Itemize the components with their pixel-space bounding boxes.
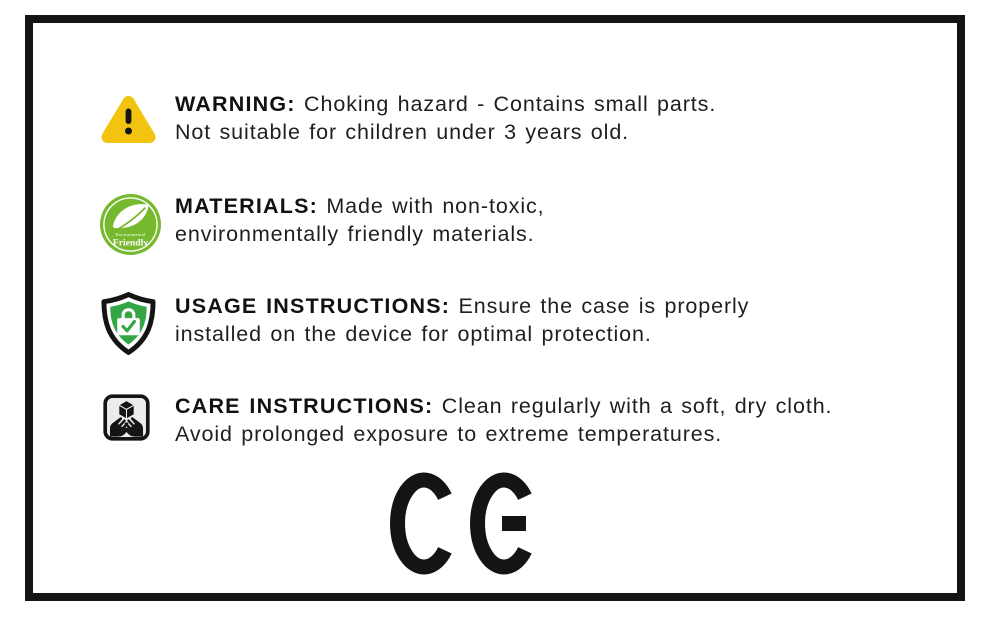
materials-section bbox=[100, 192, 545, 260]
eco-friendly-badge-icon bbox=[100, 194, 161, 255]
usage-text bbox=[175, 292, 749, 348]
materials-line2: environmentally friendly materials. bbox=[175, 222, 535, 246]
usage-body1: Ensure the case is properly bbox=[458, 294, 750, 318]
usage-line1 bbox=[175, 292, 749, 320]
warning-triangle-icon bbox=[100, 94, 157, 144]
care-text bbox=[175, 392, 832, 448]
usage-section bbox=[100, 292, 749, 361]
handle-with-care-icon bbox=[103, 394, 150, 441]
care-line2: Avoid prolonged exposure to extreme temperatures. bbox=[175, 422, 723, 446]
usage-line2: installed on the device for optimal protection. bbox=[175, 322, 652, 346]
care-section bbox=[100, 392, 832, 448]
warning-text bbox=[175, 90, 716, 146]
warning-icon-cell bbox=[100, 90, 175, 149]
eco-badge-large-text: Friendly bbox=[112, 237, 149, 249]
materials-line1 bbox=[175, 192, 545, 220]
usage-icon-cell bbox=[100, 292, 175, 361]
usage-heading: USAGE INSTRUCTIONS: bbox=[175, 294, 451, 318]
care-body1: Clean regularly with a soft, dry cloth. bbox=[441, 394, 833, 418]
care-heading: CARE INSTRUCTIONS: bbox=[175, 394, 434, 418]
warning-body1: Choking hazard - Contains small parts. bbox=[304, 92, 717, 116]
warning-line2: Not suitable for children under 3 years old. bbox=[175, 120, 630, 144]
materials-heading: MATERIALS: bbox=[175, 194, 318, 218]
warning-line1 bbox=[175, 90, 716, 118]
warning-section bbox=[100, 90, 716, 149]
warning-heading: WARNING: bbox=[175, 92, 296, 116]
materials-body1: Made with non-toxic, bbox=[326, 194, 545, 218]
care-icon-cell bbox=[100, 392, 175, 446]
care-line1 bbox=[175, 392, 832, 420]
ce-mark-icon bbox=[390, 472, 540, 575]
shield-lock-check-icon bbox=[100, 291, 157, 356]
ce-mark bbox=[390, 472, 540, 580]
materials-text bbox=[175, 192, 545, 248]
eco-badge-small-text: Environmental bbox=[115, 231, 146, 237]
materials-icon-cell bbox=[100, 192, 175, 260]
